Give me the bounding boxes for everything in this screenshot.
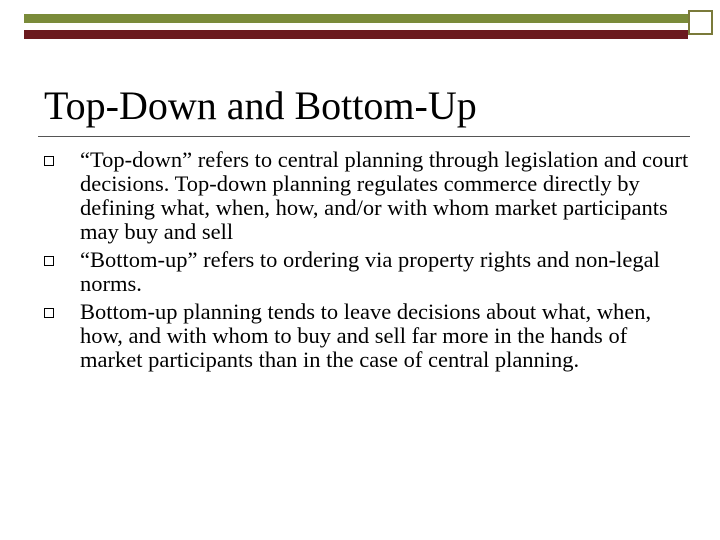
- header-olive-bar: [24, 14, 688, 23]
- hollow-square-bullet-icon: [44, 156, 54, 166]
- title-divider: [38, 136, 690, 137]
- header-maroon-bar: [24, 30, 688, 39]
- bullet-item: [40, 300, 690, 372]
- slide-header-decoration: [0, 0, 720, 45]
- slide-title: Top-Down and Bottom-Up: [44, 83, 477, 128]
- bullet-list: [40, 148, 690, 376]
- header-corner-square: [688, 10, 713, 35]
- hollow-square-bullet-icon: [44, 256, 54, 266]
- bullet-text: Bottom-up planning tends to leave decisions about what, when, how, and with whom to buy and sell far more in the hands of market participants than in the case of central planning.: [80, 299, 652, 372]
- bullet-text: “Bottom-up” refers to ordering via property rights and non-legal norms.: [80, 247, 660, 296]
- bullet-item: [40, 248, 690, 296]
- bullet-item: [40, 148, 690, 244]
- hollow-square-bullet-icon: [44, 308, 54, 318]
- bullet-text: “Top-down” refers to central planning through legislation and court decisions. Top-down planning regulates commerce directly by defining what, when, how, and/or with whom market participants may buy and sell: [80, 147, 689, 244]
